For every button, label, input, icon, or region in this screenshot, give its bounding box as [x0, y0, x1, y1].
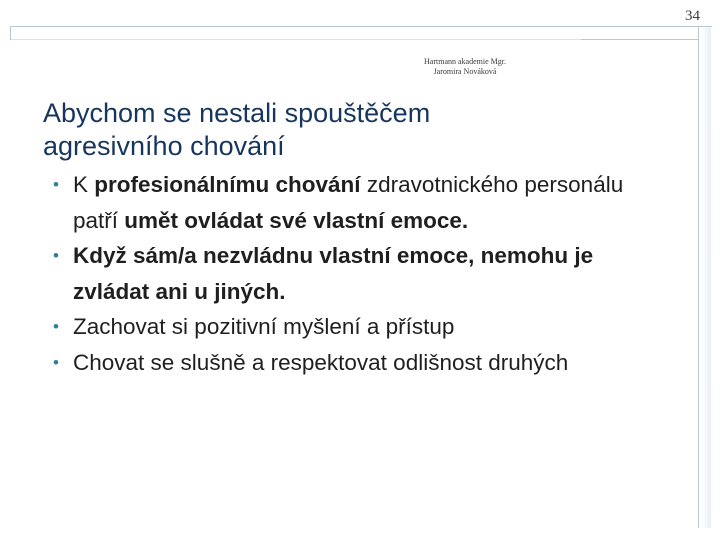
bullet-text: Chovat se slušně a respektovat odlišnost druhých: [73, 349, 569, 375]
bullet-text-bold: profesionálnímu chování: [94, 172, 361, 197]
bullet-item: [52, 345, 652, 381]
bullet-text: zdravotnického personálu patří: [73, 172, 624, 233]
author-note: [390, 57, 540, 77]
bullet-item: [52, 167, 652, 238]
author-note-line2: Jaromira Nováková: [433, 67, 497, 76]
author-note-line1: Hartmann akademie Mgr.: [424, 57, 506, 66]
slide-title-line2: agresivního chování: [43, 131, 285, 161]
slide-title-line1: Abychom se nestali spouštěčem: [43, 98, 431, 128]
bullet-text-bold: umět ovládat své vlastní emoce.: [124, 207, 469, 233]
bullet-item: [52, 309, 652, 345]
right-bar-gradient: [702, 27, 711, 528]
bullet-text-bold: Když sám/a nezvládnu vlastní emoce, nemohu je zvládat ani u jiných.: [73, 243, 594, 304]
bullet-text: K: [73, 172, 95, 197]
page-number: 34: [685, 8, 700, 24]
bullet-text: Zachovat si pozitivní myšlení a přístup: [73, 314, 455, 339]
bullet-item: [52, 238, 652, 309]
top-bar-accent: [11, 27, 581, 40]
slide-title: [43, 97, 643, 163]
right-decorative-bar: [698, 26, 712, 528]
bullet-marker-icon: •: [53, 352, 59, 372]
bullet-marker-icon: •: [53, 246, 59, 265]
bullet-marker-icon: •: [53, 317, 59, 336]
bullet-marker-icon: •: [53, 175, 59, 194]
bullet-list: [52, 167, 652, 380]
top-decorative-bar: [10, 26, 698, 40]
